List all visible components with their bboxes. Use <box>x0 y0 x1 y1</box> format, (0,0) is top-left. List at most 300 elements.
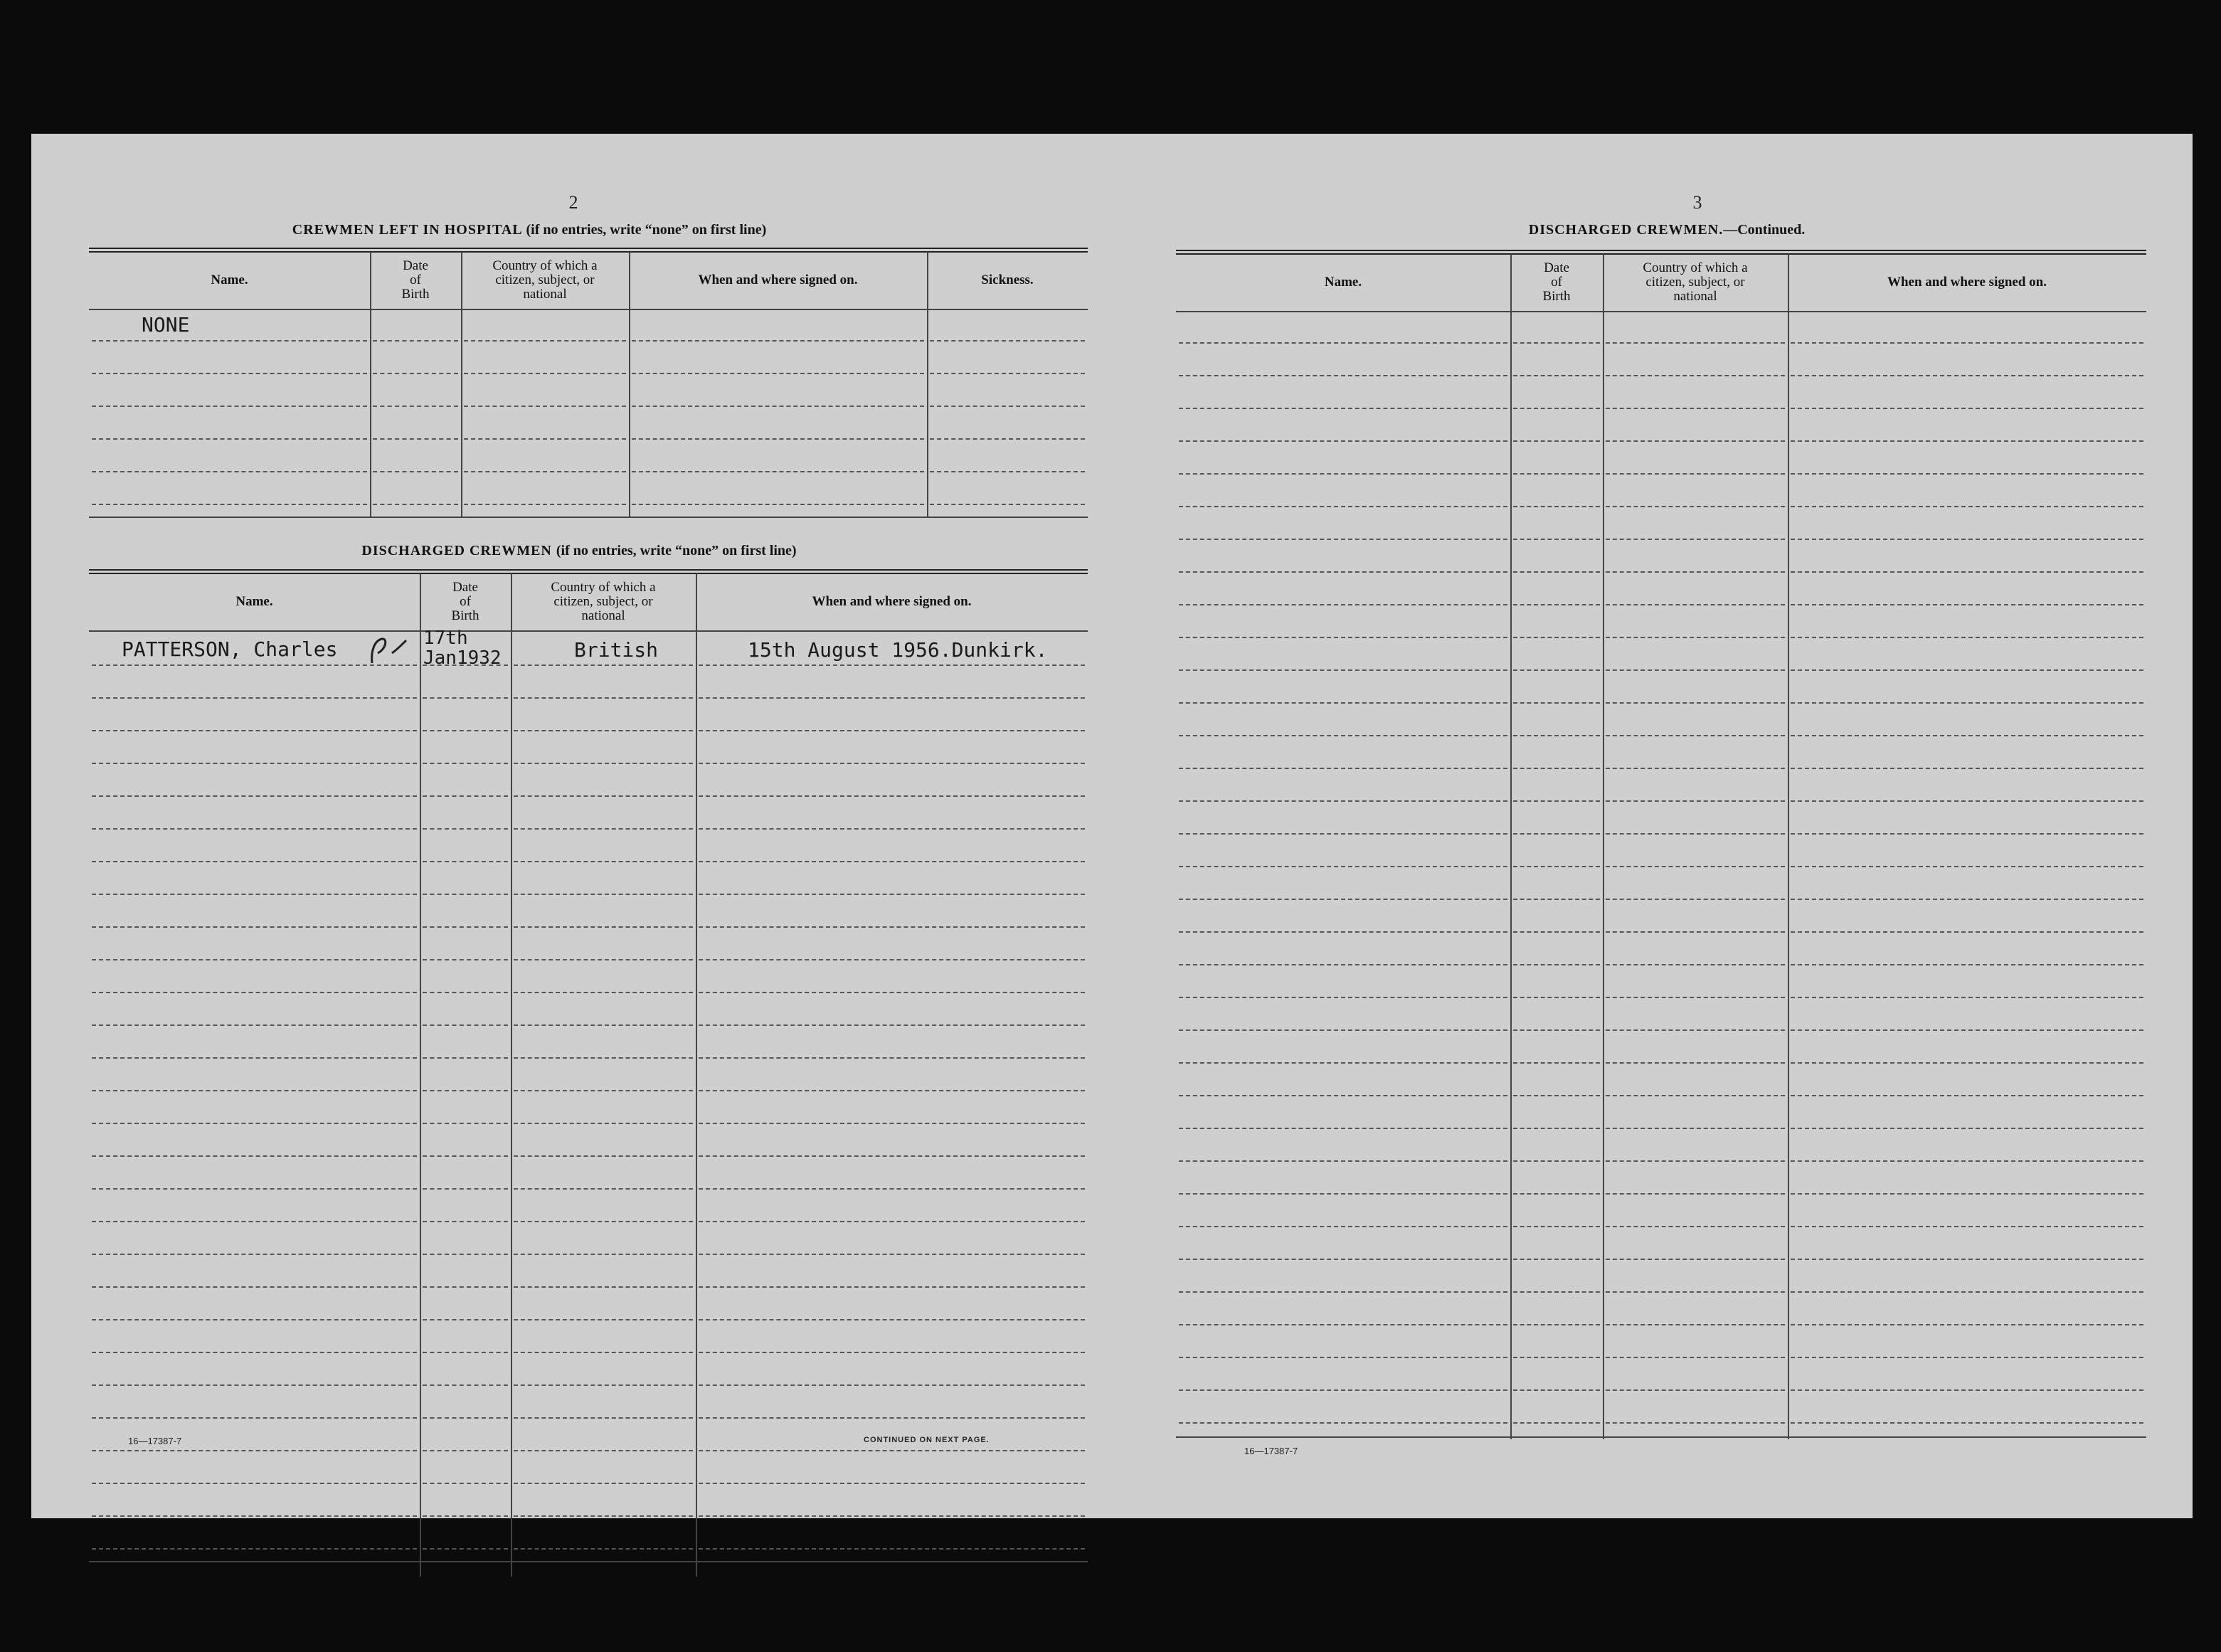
ruled-line <box>699 926 1085 928</box>
ruled-line <box>1179 1259 1507 1260</box>
ruled-line <box>1179 440 1507 442</box>
ruled-line <box>1606 571 1785 573</box>
ruled-line <box>699 1024 1085 1026</box>
ruled-line <box>423 664 508 666</box>
ruled-line <box>92 504 367 505</box>
ruled-line <box>1513 440 1600 442</box>
ruled-line <box>1791 833 2143 835</box>
ruled-line <box>699 730 1085 731</box>
entry-dob-day: 17th <box>423 628 468 649</box>
ruled-line <box>1513 1259 1600 1260</box>
ruled-line <box>1606 506 1785 507</box>
ruled-line <box>1513 1357 1600 1358</box>
ruled-line <box>1606 408 1785 409</box>
ruled-line <box>1791 800 2143 802</box>
ruled-line <box>1606 1193 1785 1195</box>
ruled-line <box>1513 1422 1600 1424</box>
ruled-line <box>1513 1062 1600 1064</box>
ruled-line <box>464 373 626 374</box>
ruled-line <box>373 504 458 505</box>
ruled-line <box>373 471 458 472</box>
ruled-line <box>1606 440 1785 442</box>
ruled-line <box>1606 1357 1785 1358</box>
ruled-line <box>92 828 417 830</box>
ruled-line <box>92 1155 417 1157</box>
ruled-line <box>699 828 1085 830</box>
ruled-line <box>699 1123 1085 1124</box>
ruled-line <box>1791 375 2143 376</box>
ruled-line <box>92 894 417 895</box>
ruled-line <box>514 926 693 928</box>
ruled-line <box>514 959 693 960</box>
ruled-line <box>1513 833 1600 835</box>
ruled-line <box>1513 964 1600 965</box>
ruled-line <box>699 894 1085 895</box>
ruled-line <box>423 763 508 764</box>
ruled-line <box>1606 1095 1785 1096</box>
form-number: 16—17387-7 <box>128 1436 182 1446</box>
ruled-line <box>632 471 924 472</box>
ruled-line <box>1606 1029 1785 1031</box>
ruled-line <box>1513 800 1600 802</box>
ruled-line <box>423 1254 508 1255</box>
ruled-line <box>1791 1422 2143 1424</box>
ruled-line <box>92 1286 417 1288</box>
handwritten-checkmark <box>361 632 418 669</box>
ruled-line <box>699 1417 1085 1419</box>
ruled-line <box>699 861 1085 862</box>
ruled-line <box>1179 637 1507 638</box>
ruled-line <box>1606 473 1785 475</box>
ruled-line <box>423 1090 508 1091</box>
ruled-line <box>92 406 367 407</box>
ruled-line <box>1179 1095 1507 1096</box>
ruled-line <box>423 1221 508 1222</box>
page-number: 2 <box>568 192 578 213</box>
ruled-line <box>632 340 924 341</box>
ruled-line <box>1606 800 1785 802</box>
ruled-line <box>1791 1389 2143 1391</box>
entry-dob-year: Jan1932 <box>423 647 502 669</box>
ruled-line <box>1179 1389 1507 1391</box>
header-country: Country of which a citizen, subject, or national <box>1643 260 1748 304</box>
ruled-line <box>1791 1029 2143 1031</box>
ruled-line <box>514 664 693 666</box>
ruled-line <box>1791 1128 2143 1129</box>
ruled-line <box>1606 539 1785 540</box>
ruled-line <box>1179 866 1507 867</box>
ruled-line <box>1606 1062 1785 1064</box>
ruled-line <box>1791 899 2143 900</box>
ruled-line <box>1606 899 1785 900</box>
ruled-line <box>1513 1160 1600 1162</box>
ruled-line <box>699 1384 1085 1386</box>
header-dob: Date of Birth <box>401 258 430 302</box>
ruled-line <box>423 1188 508 1190</box>
ruled-line <box>1791 440 2143 442</box>
page-number: 3 <box>1692 192 1702 213</box>
ruled-line <box>423 1450 508 1451</box>
ruled-line <box>1513 408 1600 409</box>
header-signed-on: When and where signed on. <box>1887 275 2047 290</box>
ruled-line <box>92 1384 417 1386</box>
ruled-line <box>1606 1422 1785 1424</box>
ruled-line <box>514 795 693 797</box>
entry-name: PATTERSON, Charles <box>122 637 338 661</box>
ruled-line <box>423 959 508 960</box>
ruled-line <box>699 795 1085 797</box>
ruled-line <box>514 828 693 830</box>
ruled-line <box>1791 342 2143 344</box>
ruled-line <box>514 1057 693 1059</box>
ruled-line <box>514 1024 693 1026</box>
ruled-line <box>423 1515 508 1517</box>
ruled-line <box>1179 1193 1507 1195</box>
entry-country: British <box>574 638 659 662</box>
ruled-line <box>514 1450 693 1451</box>
entry-signed-on: 15th August 1956.Dunkirk. <box>748 638 1048 662</box>
ruled-line <box>423 1123 508 1124</box>
ruled-line <box>423 1548 508 1550</box>
ruled-line <box>930 340 1085 341</box>
ruled-line <box>92 1450 417 1451</box>
ruled-line <box>1513 735 1600 736</box>
ruled-line <box>514 1384 693 1386</box>
ruled-line <box>1179 1357 1507 1358</box>
header-name: Name. <box>1324 275 1362 290</box>
ruled-line <box>699 1286 1085 1288</box>
ruled-line <box>514 1319 693 1320</box>
ruled-line <box>464 340 626 341</box>
ruled-line <box>699 697 1085 699</box>
ruled-line <box>930 438 1085 440</box>
ruled-line <box>423 926 508 928</box>
ruled-line <box>1606 702 1785 704</box>
ruled-line <box>514 1352 693 1353</box>
ruled-line <box>1179 571 1507 573</box>
ruled-line <box>423 894 508 895</box>
ruled-line <box>92 471 367 472</box>
ruled-line <box>1606 1160 1785 1162</box>
ruled-line <box>699 664 1085 666</box>
ruled-line <box>1513 702 1600 704</box>
ruled-line <box>423 1483 508 1484</box>
ruled-line <box>92 861 417 862</box>
ruled-line <box>1791 1226 2143 1227</box>
ruled-line <box>1179 1324 1507 1325</box>
ruled-line <box>92 1319 417 1320</box>
ruled-line <box>1791 964 2143 965</box>
ruled-line <box>92 992 417 993</box>
header-country: Country of which a citizen, subject, or national <box>551 580 656 623</box>
ruled-line <box>92 1352 417 1353</box>
right-page <box>1112 134 2193 1518</box>
ruled-line <box>1791 735 2143 736</box>
ruled-line <box>514 1417 693 1419</box>
ruled-line <box>1606 931 1785 933</box>
ruled-line <box>514 697 693 699</box>
ruled-line <box>92 664 417 666</box>
ruled-line <box>1513 1389 1600 1391</box>
ruled-line <box>423 1384 508 1386</box>
document-spread <box>31 134 2193 1518</box>
ruled-line <box>1179 1029 1507 1031</box>
ruled-line <box>1179 342 1507 344</box>
ruled-line <box>930 373 1085 374</box>
ruled-line <box>699 1057 1085 1059</box>
ruled-line <box>1513 375 1600 376</box>
ruled-line <box>1791 702 2143 704</box>
ruled-line <box>1606 604 1785 605</box>
ruled-line <box>514 1221 693 1222</box>
ruled-line <box>514 1286 693 1288</box>
ruled-line <box>1179 800 1507 802</box>
discharged-section-title: DISCHARGED CREWMEN (if no entries, write “none” on first line) <box>361 543 797 558</box>
ruled-line <box>1513 1291 1600 1293</box>
ruled-line <box>514 1188 693 1190</box>
ruled-line <box>373 438 458 440</box>
ruled-line <box>1513 1193 1600 1195</box>
ruled-line <box>92 340 367 341</box>
ruled-line <box>1179 1160 1507 1162</box>
ruled-line <box>1513 1029 1600 1031</box>
ruled-line <box>1513 866 1600 867</box>
ruled-line <box>514 1548 693 1550</box>
ruled-line <box>699 1155 1085 1157</box>
ruled-line <box>464 504 626 505</box>
ruled-line <box>92 1515 417 1517</box>
ruled-line <box>373 340 458 341</box>
header-dob: Date of Birth <box>451 580 479 623</box>
ruled-line <box>1179 735 1507 736</box>
ruled-line <box>373 373 458 374</box>
header-signed-on: When and where signed on. <box>812 594 972 609</box>
ruled-line <box>1791 1160 2143 1162</box>
ruled-line <box>930 406 1085 407</box>
ruled-line <box>1179 1128 1507 1129</box>
ruled-line <box>514 1123 693 1124</box>
ruled-line <box>423 795 508 797</box>
ruled-line <box>514 1155 693 1157</box>
header-dob: Date of Birth <box>1542 260 1571 304</box>
ruled-line <box>1606 1259 1785 1260</box>
ruled-line <box>1513 899 1600 900</box>
ruled-line <box>92 1548 417 1550</box>
ruled-line <box>1179 539 1507 540</box>
ruled-line <box>1791 1193 2143 1195</box>
ruled-line <box>514 894 693 895</box>
ruled-line <box>1513 669 1600 671</box>
ruled-line <box>1179 1226 1507 1227</box>
ruled-line <box>464 406 626 407</box>
ruled-line <box>373 406 458 407</box>
ruled-line <box>464 471 626 472</box>
ruled-line <box>699 1483 1085 1484</box>
ruled-line <box>1606 735 1785 736</box>
ruled-line <box>632 504 924 505</box>
ruled-line <box>1791 1357 2143 1358</box>
ruled-line <box>1791 1062 2143 1064</box>
ruled-line <box>1179 833 1507 835</box>
ruled-line <box>92 795 417 797</box>
ruled-line <box>1791 669 2143 671</box>
ruled-line <box>423 1352 508 1353</box>
ruled-line <box>1513 571 1600 573</box>
ruled-line <box>632 406 924 407</box>
ruled-line <box>1513 1324 1600 1325</box>
ruled-line <box>1179 506 1507 507</box>
ruled-line <box>699 1450 1085 1451</box>
ruled-line <box>514 763 693 764</box>
ruled-line <box>1791 473 2143 475</box>
ruled-line <box>1791 1291 2143 1293</box>
ruled-line <box>699 1090 1085 1091</box>
ruled-line <box>92 926 417 928</box>
header-name: Name. <box>211 272 248 287</box>
ruled-line <box>1513 506 1600 507</box>
ruled-line <box>1791 539 2143 540</box>
ruled-line <box>1179 604 1507 605</box>
ruled-line <box>1791 866 2143 867</box>
ruled-line <box>1513 342 1600 344</box>
ruled-line <box>1606 866 1785 867</box>
ruled-line <box>1179 375 1507 376</box>
ruled-line <box>1179 1291 1507 1293</box>
ruled-line <box>423 992 508 993</box>
ruled-line <box>632 438 924 440</box>
ruled-line <box>514 1515 693 1517</box>
ruled-line <box>92 1123 417 1124</box>
ruled-line <box>423 828 508 830</box>
ruled-line <box>92 697 417 699</box>
ruled-line <box>1606 964 1785 965</box>
ruled-line <box>514 861 693 862</box>
ruled-line <box>930 504 1085 505</box>
ruled-line <box>1791 1259 2143 1260</box>
ruled-line <box>1791 1324 2143 1325</box>
ruled-line <box>699 1221 1085 1222</box>
continued-note: CONTINUED ON NEXT PAGE. <box>864 1436 990 1444</box>
ruled-line <box>1791 1095 2143 1096</box>
ruled-line <box>1513 539 1600 540</box>
ruled-line <box>930 471 1085 472</box>
ruled-line <box>699 992 1085 993</box>
discharged-continued-table <box>1176 250 2146 1439</box>
hospital-table <box>89 248 1088 517</box>
ruled-line <box>1179 702 1507 704</box>
ruled-line <box>1791 931 2143 933</box>
ruled-line <box>1513 768 1600 769</box>
ruled-line <box>92 1057 417 1059</box>
header-country: Country of which a citizen, subject, or national <box>492 258 598 302</box>
ruled-line <box>423 730 508 731</box>
ruled-line <box>1606 637 1785 638</box>
ruled-line <box>92 438 367 440</box>
ruled-line <box>699 763 1085 764</box>
ruled-line <box>1606 1226 1785 1227</box>
ruled-line <box>1606 768 1785 769</box>
ruled-line <box>1606 1291 1785 1293</box>
ruled-line <box>1791 637 2143 638</box>
ruled-line <box>1513 931 1600 933</box>
discharged-table <box>89 569 1088 1577</box>
ruled-line <box>92 1024 417 1026</box>
ruled-line <box>92 730 417 731</box>
ruled-line <box>423 1155 508 1157</box>
header-sickness: Sickness. <box>981 272 1034 287</box>
ruled-line <box>1179 997 1507 998</box>
ruled-line <box>423 697 508 699</box>
ruled-line <box>92 1483 417 1484</box>
ruled-line <box>1513 637 1600 638</box>
ruled-line <box>1791 408 2143 409</box>
ruled-line <box>1791 997 2143 998</box>
left-page <box>31 134 1112 1518</box>
ruled-line <box>1791 571 2143 573</box>
ruled-line <box>699 1352 1085 1353</box>
ruled-line <box>1179 408 1507 409</box>
ruled-line <box>1179 899 1507 900</box>
ruled-line <box>1179 669 1507 671</box>
hospital-section-title: CREWMEN LEFT IN HOSPITAL (if no entries, write “none” on first line) <box>292 222 767 238</box>
ruled-line <box>1513 604 1600 605</box>
ruled-line <box>699 1515 1085 1517</box>
ruled-line <box>699 1254 1085 1255</box>
ruled-line <box>699 959 1085 960</box>
header-signed-on: When and where signed on. <box>698 272 858 287</box>
ruled-line <box>699 1188 1085 1190</box>
ruled-line <box>1179 1062 1507 1064</box>
ruled-line <box>1606 1389 1785 1391</box>
ruled-line <box>1606 997 1785 998</box>
ruled-line <box>423 1319 508 1320</box>
ruled-line <box>514 1090 693 1091</box>
ruled-line <box>92 1090 417 1091</box>
ruled-line <box>699 1319 1085 1320</box>
ruled-line <box>92 763 417 764</box>
ruled-line <box>1179 931 1507 933</box>
ruled-line <box>514 1483 693 1484</box>
hospital-entry-name: NONE <box>142 313 190 337</box>
ruled-line <box>92 1254 417 1255</box>
ruled-line <box>423 1286 508 1288</box>
ruled-line <box>1179 1422 1507 1424</box>
ruled-line <box>92 1188 417 1190</box>
ruled-line <box>1513 1226 1600 1227</box>
ruled-line <box>1513 473 1600 475</box>
ruled-line <box>1606 375 1785 376</box>
ruled-line <box>1606 833 1785 835</box>
header-name: Name. <box>235 594 273 609</box>
ruled-line <box>514 992 693 993</box>
ruled-line <box>92 1221 417 1222</box>
ruled-line <box>1513 997 1600 998</box>
ruled-line <box>1179 964 1507 965</box>
ruled-line <box>1606 1324 1785 1325</box>
ruled-line <box>92 1417 417 1419</box>
ruled-line <box>1513 1128 1600 1129</box>
ruled-line <box>423 861 508 862</box>
ruled-line <box>423 1057 508 1059</box>
ruled-line <box>1179 768 1507 769</box>
ruled-line <box>1179 473 1507 475</box>
ruled-line <box>1513 1095 1600 1096</box>
ruled-line <box>1791 768 2143 769</box>
ruled-line <box>92 373 367 374</box>
ruled-line <box>632 373 924 374</box>
ruled-line <box>1791 506 2143 507</box>
ruled-line <box>1791 604 2143 605</box>
